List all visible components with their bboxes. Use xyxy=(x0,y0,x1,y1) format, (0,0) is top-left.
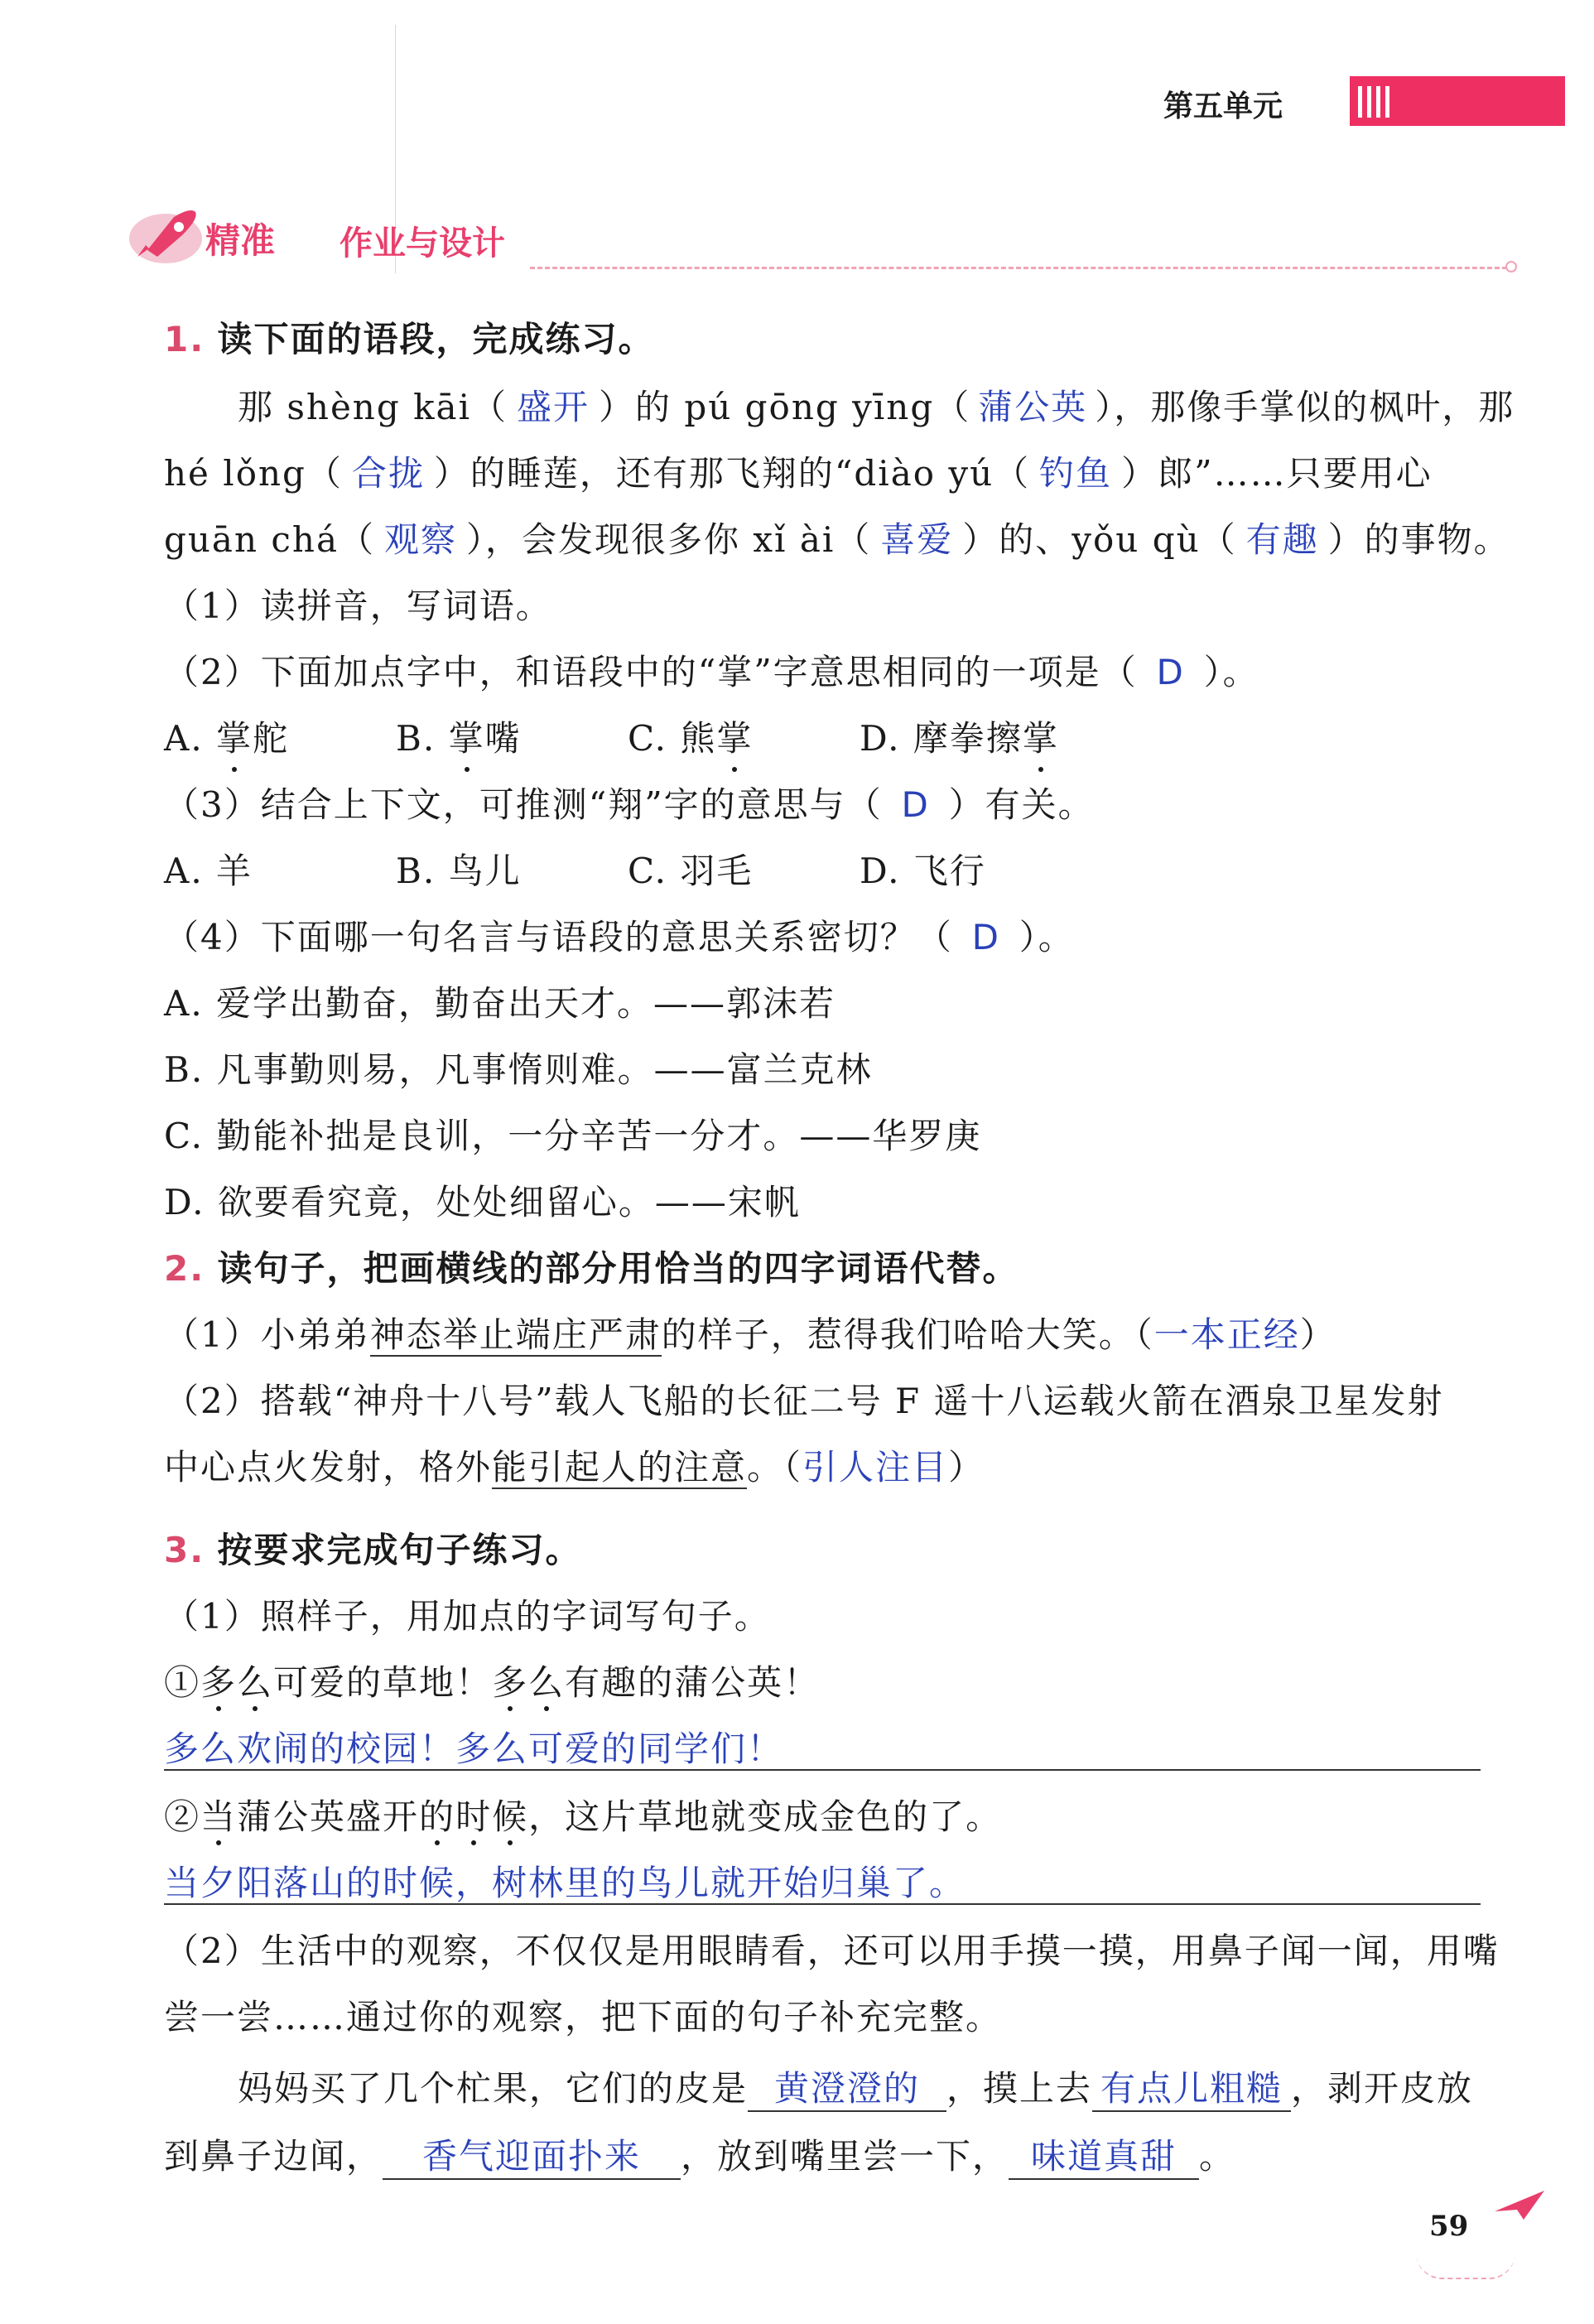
q1-passage-line1: 那 shèng kāi（ 盛开 ）的 pú gōng yīng（ 蒲公英 ），那像手掌似的枫叶，那 xyxy=(238,383,1515,432)
q3-title: 按要求完成句子练习。 xyxy=(217,1530,582,1570)
q1-heading xyxy=(164,315,655,364)
fill-blank-2: 有点儿粗糙 xyxy=(1092,2067,1291,2112)
answer-3: 合拢 xyxy=(351,453,425,494)
q2-sub2-underlined: 能引起人的注意 xyxy=(492,1447,748,1487)
header-stripes xyxy=(1358,86,1391,118)
q1-passage-line3: guān chá（ 观察 ），会发现很多你 xǐ ài（ 喜爱 ）的、yǒu qù（ 有趣 ）的事物。 xyxy=(164,515,1510,565)
q1-sub3-answer: D xyxy=(901,784,930,825)
fill-blank-3: 香气迎面扑来 xyxy=(383,2135,681,2180)
q1-sub2: （2）下面加点字中，和语段中的“掌”字意思相同的一项是（ D ）。 xyxy=(164,648,1259,697)
q1-sub1: （1）读拼音，写词语。 xyxy=(164,586,552,626)
paper-plane-icon xyxy=(1490,2187,1548,2231)
q2-sub2-line1: （2）搭载“神舟十八号”载人飞船的长征二号 F 遥十八运载火箭在酒泉卫星发射 xyxy=(164,1381,1444,1421)
q3-example1-answer: 多么欢闹的校园！多么可爱的同学们！ xyxy=(164,1729,784,1769)
q3-fill-line1: 妈妈买了几个杧果，它们的皮是 黄澄澄的 ，摸上去 有点儿粗糙 ，剥开皮放 xyxy=(238,2064,1473,2114)
q1-sub4: （4）下面哪一句名言与语段的意思关系密切？（ D ）。 xyxy=(164,913,1075,962)
answer-2: 蒲公英 xyxy=(978,387,1088,427)
q3-sub2-line1: （2）生活中的观察，不仅仅是用眼睛看，还可以用手摸一摸，用鼻子闻一闻，用嘴 xyxy=(164,1931,1500,1971)
q3-answer-line-2 xyxy=(164,1903,1481,1905)
banner-title-a: 精准 xyxy=(205,220,276,261)
banner-end-dot-icon xyxy=(1505,261,1517,272)
q3-example2: ②当蒲公英盛开的时候，这片草地就变成金色的了。 xyxy=(164,1796,1003,1837)
fill-blank-4: 味道真甜 xyxy=(1009,2135,1199,2180)
q2-sub1: （1）小弟弟神态举止端庄严肃的样子，惹得我们哈哈大笑。（一本正经） xyxy=(164,1314,1336,1355)
q1-sub2-answer: D xyxy=(1156,652,1185,692)
q1-title: 读下面的语段，完成练习。 xyxy=(217,319,655,359)
q1-sub4-option-b: B. 凡事勤则易，凡事惰则难。——富兰克林 xyxy=(164,1049,873,1090)
q3-example2-answer: 当夕阳落山的时候，树林里的鸟儿就开始归巢了。 xyxy=(164,1863,966,1903)
q1-number: 1. xyxy=(164,319,205,359)
unit-label: 第五单元 xyxy=(1163,89,1283,123)
q1-passage-line2: hé lǒng（ 合拢 ）的睡莲，还有那飞翔的“diào yú（ 钓鱼 ）郎”……只要用心 xyxy=(164,449,1433,499)
q2-sub1-answer: 一本正经 xyxy=(1153,1314,1300,1355)
q3-sub1: （1）照样子，用加点的字词写句子。 xyxy=(164,1596,771,1637)
fill-blank-1: 黄澄澄的 xyxy=(748,2067,946,2112)
q1-sub4-option-d: D. 欲要看究竟，处处细留心。——宋帆 xyxy=(164,1182,801,1222)
q1-sub4-option-a: A. 爱学出勤奋，勤奋出天才。——郭沫若 xyxy=(164,983,836,1024)
q2-sub1-underlined: 神态举止端庄严肃 xyxy=(369,1314,662,1355)
q2-sub2-answer: 引人注目 xyxy=(802,1447,949,1487)
banner-dashed-line xyxy=(530,267,1507,269)
answer-7: 有趣 xyxy=(1245,519,1319,560)
rocket-icon xyxy=(124,199,207,273)
q2-title: 读句子，把画横线的部分用恰当的四字词语代替。 xyxy=(217,1248,1019,1289)
q3-number: 3. xyxy=(164,1530,205,1570)
answer-6: 喜爱 xyxy=(880,519,954,560)
q3-sub2-line2: 尝一尝……通过你的观察，把下面的句子补充完整。 xyxy=(164,1997,1003,2037)
q3-answer-line-1 xyxy=(164,1769,1481,1771)
q1-sub4-option-c: C. 勤能补拙是良训，一分辛苦一分才。——华罗庚 xyxy=(164,1116,982,1156)
q2-sub2-line2: 中心点火发射，格外能引起人的注意。（引人注目） xyxy=(164,1447,985,1487)
q1-sub4-answer: D xyxy=(971,917,1000,957)
q3-heading xyxy=(164,1526,582,1575)
answer-1: 盛开 xyxy=(517,387,590,427)
footer-dashed-curve xyxy=(1416,2253,1515,2279)
q2-heading xyxy=(164,1244,1019,1294)
page-number: 59 xyxy=(1429,2210,1469,2243)
answer-4: 钓鱼 xyxy=(1039,453,1113,494)
q3-example1: ①多么可爱的草地！多么有趣的蒲公英！ xyxy=(164,1662,821,1703)
answer-5: 观察 xyxy=(383,519,457,560)
q3-fill-line2: 到鼻子边闻， 香气迎面扑来 ，放到嘴里尝一下， 味道真甜 。 xyxy=(164,2132,1235,2182)
banner-title-b: 作业与设计 xyxy=(340,224,505,263)
q2-number: 2. xyxy=(164,1248,205,1289)
q1-sub2-options: A. 掌舵 B. 掌嘴 C. 熊掌 D. 摩拳擦掌 xyxy=(164,714,1059,764)
q1-sub3-options: A. 羊 B. 鸟儿 C. 羽毛 D. 飞行 xyxy=(164,851,986,891)
q1-sub3: （3）结合上下文，可推测“翔”字的意思与（ D ）有关。 xyxy=(164,780,1095,830)
